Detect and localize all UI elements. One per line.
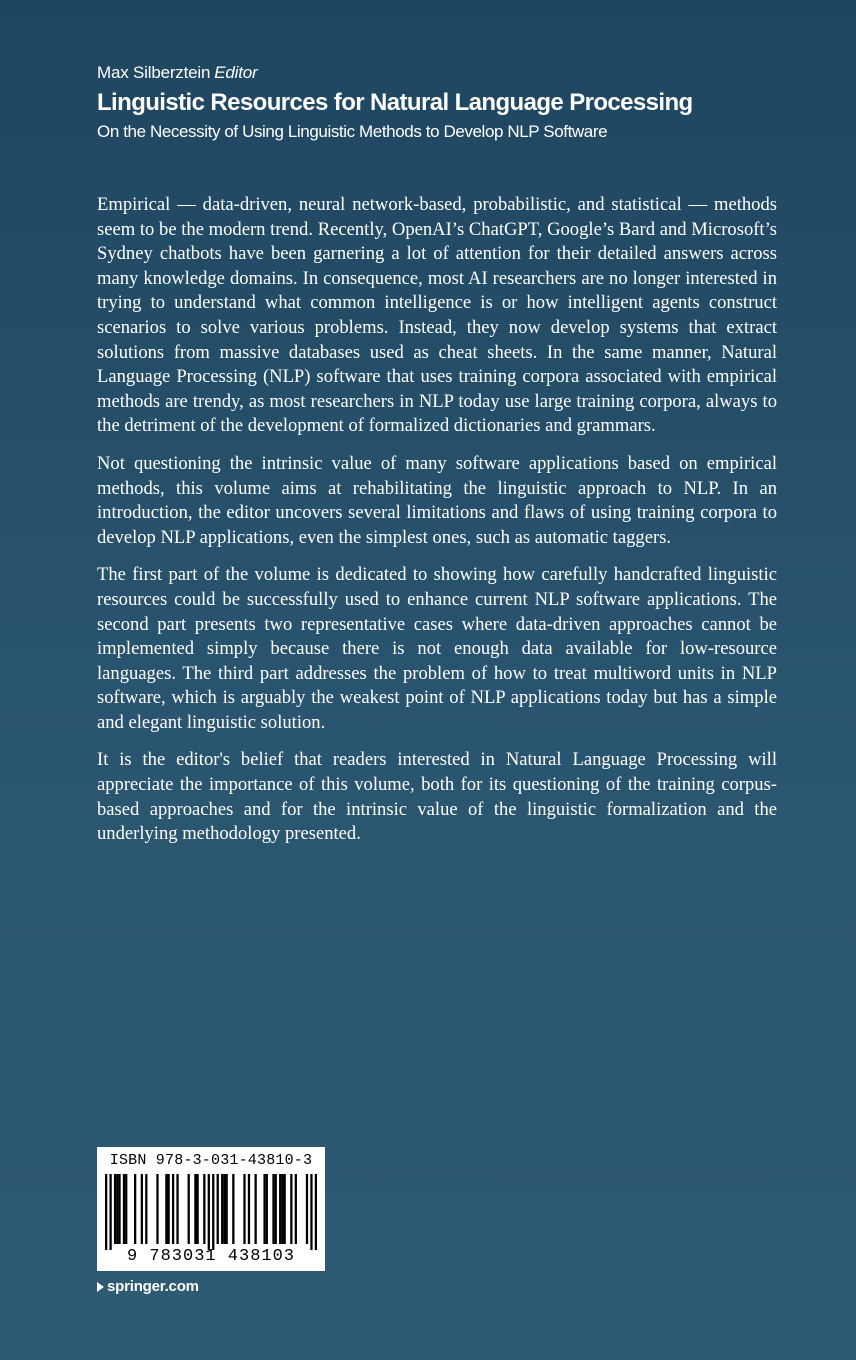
editor-name: Max Silberztein <box>97 63 211 82</box>
barcode-bar <box>125 1174 127 1244</box>
barcode-bar <box>272 1174 274 1244</box>
barcode-bar <box>212 1174 214 1250</box>
barcode-bar <box>232 1174 234 1244</box>
barcode-bar <box>290 1174 292 1244</box>
barcode-bar <box>255 1174 257 1244</box>
cover-header <box>97 62 797 143</box>
barcode-bar <box>172 1174 174 1244</box>
barcode-bar <box>226 1174 228 1244</box>
blurb <box>97 193 777 860</box>
barcode-bar <box>284 1174 286 1244</box>
barcode-bar <box>188 1174 190 1244</box>
isbn-label: ISBN 978-3-031-43810-3 <box>109 1152 313 1169</box>
barcode-bar <box>279 1174 281 1244</box>
barcode-bar <box>167 1174 169 1244</box>
barcode-bar <box>196 1174 198 1244</box>
barcode-bar <box>217 1174 219 1244</box>
barcode-bar <box>266 1174 268 1244</box>
barcode-bar <box>306 1174 308 1244</box>
barcode-bar <box>263 1174 265 1244</box>
barcode-bar <box>315 1174 317 1250</box>
barcode-bar <box>114 1174 116 1244</box>
barcode-bar <box>105 1174 107 1250</box>
barcode-bar <box>295 1174 297 1244</box>
blurb-paragraph-3: The first part of the volume is dedicated to showing how carefully handcrafted linguistic resources could be successfully used to enhance current NLP software applications. The second part presents two representative cases where data-driven approaches cannot be implemented simply because there is not enough data available for low-resource languages. The third part addresses the problem of how to treat multiword units in NLP software, which is arguably the weakest point of NLP applications today but has a simple and elegant linguistic solution. <box>97 564 777 733</box>
blurb-paragraph-4: It is the editor's belief that readers interested in Natural Language Processing will appreciate the importance of this volume, both for its questioning of the training corpus-based approaches and for the intrinsic value of the linguistic formalization and the underlying methodology presented. <box>97 749 777 845</box>
barcode-bars <box>105 1174 317 1250</box>
barcode-bar <box>118 1174 120 1244</box>
barcode-bar <box>109 1174 111 1250</box>
barcode-bar <box>275 1174 277 1244</box>
triangle-arrow-icon <box>97 1282 104 1292</box>
barcode-bar <box>194 1174 196 1244</box>
barcode-bar <box>208 1174 210 1250</box>
barcode-bar <box>134 1174 136 1244</box>
book-subtitle: On the Necessity of Using Linguistic Methods to Develop NLP Software <box>97 122 608 141</box>
barcode-bar <box>176 1174 178 1244</box>
barcode-bar <box>203 1174 205 1244</box>
barcode-bar <box>223 1174 225 1244</box>
editor-role: Editor <box>214 63 258 82</box>
barcode-bar <box>116 1174 118 1244</box>
editor-line <box>97 62 797 84</box>
barcode-bar <box>243 1174 245 1244</box>
ean-digits: 9 783031 438103 <box>126 1247 296 1266</box>
isbn-barcode <box>97 1147 325 1271</box>
website-label: springer.com <box>107 1278 199 1295</box>
blurb-paragraph-1: Empirical — data-driven, neural network-based, probabilistic, and statistical — methods seem to be the modern trend. Recently, OpenAI’s ChatGPT, Google’s Bard and Microsoft’s Sydney chatbots have been garnering a lot of attention for their detailed answers across many knowledge domains. In consequence, most AI researchers are no longer interested in trying to understand what common intelligence is or how intelligent agents construct scenarios to solve various problems. Instead, they now develop systems that extract solutions from massive databases used as cheat sheets. In the same manner, Natural Language Processing (NLP) software that uses training corpora associated with empirical methods are trendy, as most researchers in NLP today use large training corpora, always to the detriment of the development of formalized dictionaries and grammars. <box>97 194 777 437</box>
publisher-website[interactable] <box>97 1277 199 1297</box>
barcode-bar <box>310 1174 312 1250</box>
blurb-paragraph-2: Not questioning the intrinsic value of many software applications based on empirical methods, this volume aims at rehabilitating the linguistic approach to NLP. In an introduction, the editor uncovers several limitations and flaws of using training corpora to develop NLP applications, even the simplest ones, such as automatic taggers. <box>97 452 777 548</box>
barcode-bar <box>156 1174 158 1244</box>
barcode-bar <box>123 1174 125 1244</box>
barcode-bar <box>145 1174 147 1244</box>
barcode-bar <box>141 1174 143 1244</box>
barcode-bar <box>165 1174 167 1244</box>
book-title: Linguistic Resources for Natural Language Processing <box>97 89 693 116</box>
barcode-bar <box>221 1174 223 1244</box>
barcode-bar <box>248 1174 250 1244</box>
barcode-bar <box>281 1174 283 1244</box>
